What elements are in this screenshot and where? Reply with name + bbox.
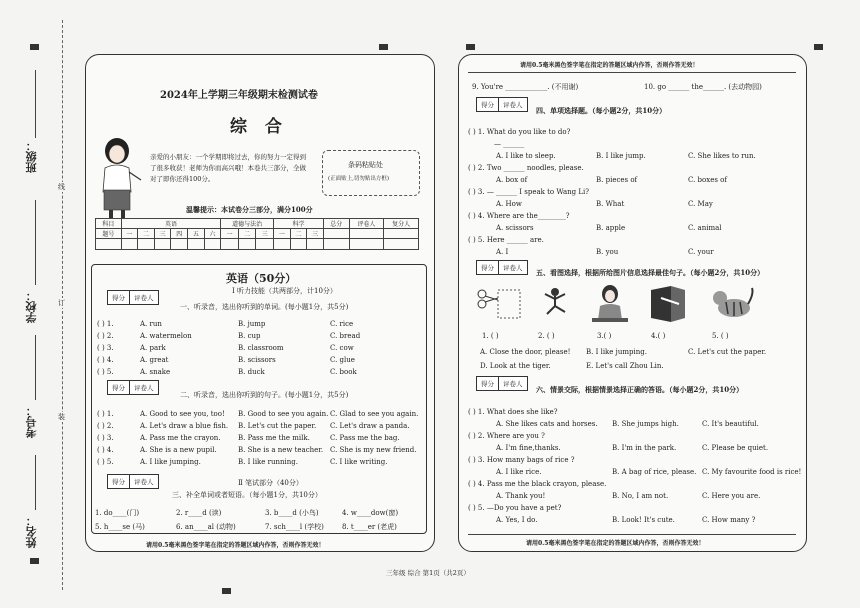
barcode-note: (正面贴上,切勿贴出方框) [328, 176, 390, 182]
option-c: C. animal [688, 224, 722, 232]
sec6-title: 六、情景交际，根据情景选择正确的答语。（每小题2分，共10分） [536, 385, 744, 394]
barcode-title: 条码粘贴处 [348, 161, 383, 169]
cut-mark-line: 线 [58, 183, 65, 191]
sec5-option-d: D. Look at the tiger. [480, 362, 551, 370]
option-b: B. I like running. [238, 458, 298, 466]
tiger-picture [708, 284, 756, 324]
option-b: B. Pass me the milk. [238, 434, 310, 442]
writing-title: Ⅱ 笔试部分（40分） [238, 479, 303, 487]
option-b: B. scissors [238, 356, 276, 364]
option-b: B. She is a new teacher. [238, 446, 324, 454]
sec5-option-c: C. Let's cut the paper. [688, 348, 767, 356]
english-title: 英语（50分） [226, 272, 297, 285]
subject-title: 综 合 [230, 117, 288, 137]
sec5-option-a: A. Close the door, please! [480, 348, 571, 356]
sec1-title: 一、听录音，选出你听到的单词。(每小题1分，共5分) [180, 303, 349, 311]
pic-blank-5: 5. ( ) [712, 332, 729, 340]
school-label: 学校： [25, 290, 38, 323]
option-a: A. watermelon [140, 332, 192, 340]
pic-blank-1: 1. ( ) [482, 332, 499, 340]
list-item: ( ) 2. [97, 332, 114, 340]
option-b: B. What [596, 200, 625, 208]
option-b: B. jump [238, 320, 266, 328]
option-a: A. She is a new pupil. [140, 446, 217, 454]
class-label: 班级： [25, 140, 38, 173]
option-a: A. Pass me the crayon. [140, 434, 221, 442]
greeting-text: 亲爱的小朋友：一个学期即将过去，你的努力一定得到了很多收获！老师为你而高兴哦！本卷共三部分，全做对了即你还得100分。 [150, 153, 306, 183]
option-a: A. I like jumping. [140, 458, 201, 466]
option-b: B. Let's cut the paper. [238, 422, 317, 430]
answer-blank: — ______ [494, 140, 525, 148]
list-item: ( ) 3. [97, 344, 114, 352]
option-c: C. My favourite food is rice! [702, 468, 802, 476]
word-blank: 2. r____d (读) [176, 509, 222, 517]
scissors-picture [476, 286, 522, 320]
option-c: C. Please be quiet. [702, 444, 769, 452]
question: ( ) 3. — ______ I speak to Wang Li? [468, 188, 589, 196]
list-item: ( ) 2. [97, 422, 114, 430]
option-c: C. It's beautiful. [702, 420, 759, 428]
list-item: ( ) 5. [97, 368, 114, 376]
option-b: B. No, I am not. [612, 492, 669, 500]
word-blank: 7. sch____l (学校) [265, 523, 324, 531]
question: ( ) 4. Pass me the black crayon, please. [468, 480, 607, 488]
list-item: ( ) 4. [97, 356, 114, 364]
option-a: A. I like rice. [496, 468, 542, 476]
option-a: A. I like to sleep. [496, 152, 556, 160]
option-a: A. great [140, 356, 169, 364]
option-a: A. box of [496, 176, 528, 184]
word-blank: 3. b____d (小鸟) [265, 509, 319, 517]
option-c: C. cow [330, 344, 354, 352]
barcode-box [322, 150, 420, 196]
option-a: A. How [496, 200, 522, 208]
option-c: C. book [330, 368, 357, 376]
word-blank: 8. t____er (老虎) [342, 523, 397, 531]
sec4-title: 四、单项选择题。（每小题2分，共10分） [536, 106, 667, 115]
option-a: A. Yes, I do. [496, 516, 538, 524]
option-c: C. rice [330, 320, 354, 328]
exam-title: 2024年上学期三年级期末检测试卷 [160, 90, 318, 101]
option-b: B. I like jump. [596, 152, 646, 160]
q10: 10. go ______ the______. (去动物园) [644, 83, 762, 91]
option-c: C. your [688, 248, 714, 256]
word-blank: 6. an____al (动物) [176, 523, 236, 531]
option-a: A. park [140, 344, 166, 352]
score-box-2: 得分 评卷人 [107, 380, 159, 395]
right-header: 请用0.5毫米黑色签字笔在指定的答题区域内作答，否则作答无效！ [520, 62, 699, 69]
sec5-option-e: E. Let's call Zhou Lin. [586, 362, 664, 370]
option-b: B. apple [596, 224, 626, 232]
sec5-title: 五、看图选择，根据所给图片信息选择最佳句子。（每小题2分，共10分） [536, 268, 765, 277]
right-footer: 请用0.5毫米黑色签字笔在指定的答题区域内作答，否则作答无效！ [526, 540, 705, 547]
pic-blank-4: 4.( ) [651, 332, 666, 340]
word-blank: 5. h____se (马) [95, 523, 145, 531]
name-label: 姓名： [25, 515, 38, 548]
option-a: A. snake [140, 368, 171, 376]
page-footer: 三年级 综合 第1页（共2页） [386, 569, 470, 577]
option-b: B. I'm in the park. [612, 444, 677, 452]
option-c: C. May [688, 200, 713, 208]
question: ( ) 5. Here ______ are. [468, 236, 544, 244]
option-b: B. A bag of rice, please. [612, 468, 697, 476]
option-c: C. How many ? [702, 516, 756, 524]
list-item: ( ) 1. [97, 410, 114, 418]
option-b: B. Look! It's cute. [612, 516, 675, 524]
option-c: C. She likes to run. [688, 152, 756, 160]
score-box-3: 得分 评卷人 [107, 474, 159, 489]
list-item: ( ) 1. [97, 320, 114, 328]
list-item: ( ) 4. [97, 446, 114, 454]
sec5-option-b: B. I like jumping. [586, 348, 647, 356]
phone-girl-picture [588, 284, 632, 324]
tip-text: 温馨提示：本试卷分三部分，满分100分 [186, 205, 313, 214]
word-blank: 1. do____(门) [95, 509, 140, 517]
question: ( ) 4. Where are the________? [468, 212, 570, 220]
option-c: C. Here you are. [702, 492, 761, 500]
question: ( ) 5. —Do you have a pet? [468, 504, 562, 512]
option-c: C. Glad to see you again. [330, 410, 419, 418]
question: ( ) 2. Two ______ noodles, please. [468, 164, 584, 172]
option-a: A. I'm fine,thanks. [496, 444, 561, 452]
list-item: ( ) 3. [97, 434, 114, 442]
option-a: A. Let's draw a blue fish. [140, 422, 229, 430]
option-a: A. Thank you! [496, 492, 546, 500]
list-item: ( ) 5. [97, 458, 114, 466]
option-c: C. glue [330, 356, 355, 364]
left-footer: 请用0.5毫米黑色签字笔在指定的答题区域内作答，否则作答无效！ [146, 542, 325, 549]
option-b: B. classroom [238, 344, 284, 352]
option-c: C. I like writing. [330, 458, 388, 466]
score-table: 科目 英语 道德与法治 科学 总分 评卷人 复分人 题号 一 二 三 四 五 六 一 二 三 一 二 三 [95, 218, 419, 250]
teacher-illustration [95, 136, 143, 218]
score-box-1: 得分 评卷人 [107, 290, 159, 305]
option-c: C. Let's draw a panda. [330, 422, 410, 430]
option-c: C. bread [330, 332, 361, 340]
sec2-title: 二、听录音，选出你听到的句子。(每小题1分，共5分) [180, 391, 349, 399]
score-box-4: 得分 评卷人 [476, 97, 528, 112]
option-c: C. Pass me the bag. [330, 434, 400, 442]
option-b: B. She jumps high. [612, 420, 679, 428]
option-b: B. pieces of [596, 176, 638, 184]
pic-blank-3: 3.( ) [597, 332, 612, 340]
jumping-girl-picture [535, 286, 575, 320]
pic-blank-2: 2. ( ) [538, 332, 555, 340]
cut-mark-staple: 装 [58, 413, 65, 421]
listening-title: Ⅰ 听力技能（共两部分，计10分） [232, 287, 337, 295]
option-a: A. She likes cats and horses. [496, 420, 598, 428]
option-b: B. duck [238, 368, 265, 376]
option-a: A. Good to see you, too! [140, 410, 225, 418]
option-c: C. She is my new friend. [330, 446, 417, 454]
option-b: B. Good to see you again. [238, 410, 329, 418]
option-a: A. I [496, 248, 509, 256]
question: ( ) 1. What does she like? [468, 408, 558, 416]
question: ( ) 3. How many bags of rice ? [468, 456, 575, 464]
option-a: A. run [140, 320, 162, 328]
sec3-title: 三、补全单词或者短语。（每小题1分，共10分） [172, 491, 322, 499]
option-c: C. boxes of [688, 176, 727, 184]
question: ( ) 1. What do you like to do? [468, 128, 571, 136]
option-a: A. scissors [496, 224, 534, 232]
cut-mark-bind: 订 [58, 299, 65, 307]
word-blank: 4. w____dow(窗) [342, 509, 399, 517]
door-picture [645, 284, 691, 324]
option-b: B. you [596, 248, 619, 256]
score-box-6: 得分 评卷人 [476, 376, 528, 391]
q9: 9. You're ____________. (不用谢) [472, 83, 579, 91]
score-box-5: 得分 评卷人 [476, 260, 528, 275]
question: ( ) 2. Where are you ? [468, 432, 545, 440]
option-b: B. cup [238, 332, 261, 340]
exam-no-label: 考号： [25, 405, 38, 438]
